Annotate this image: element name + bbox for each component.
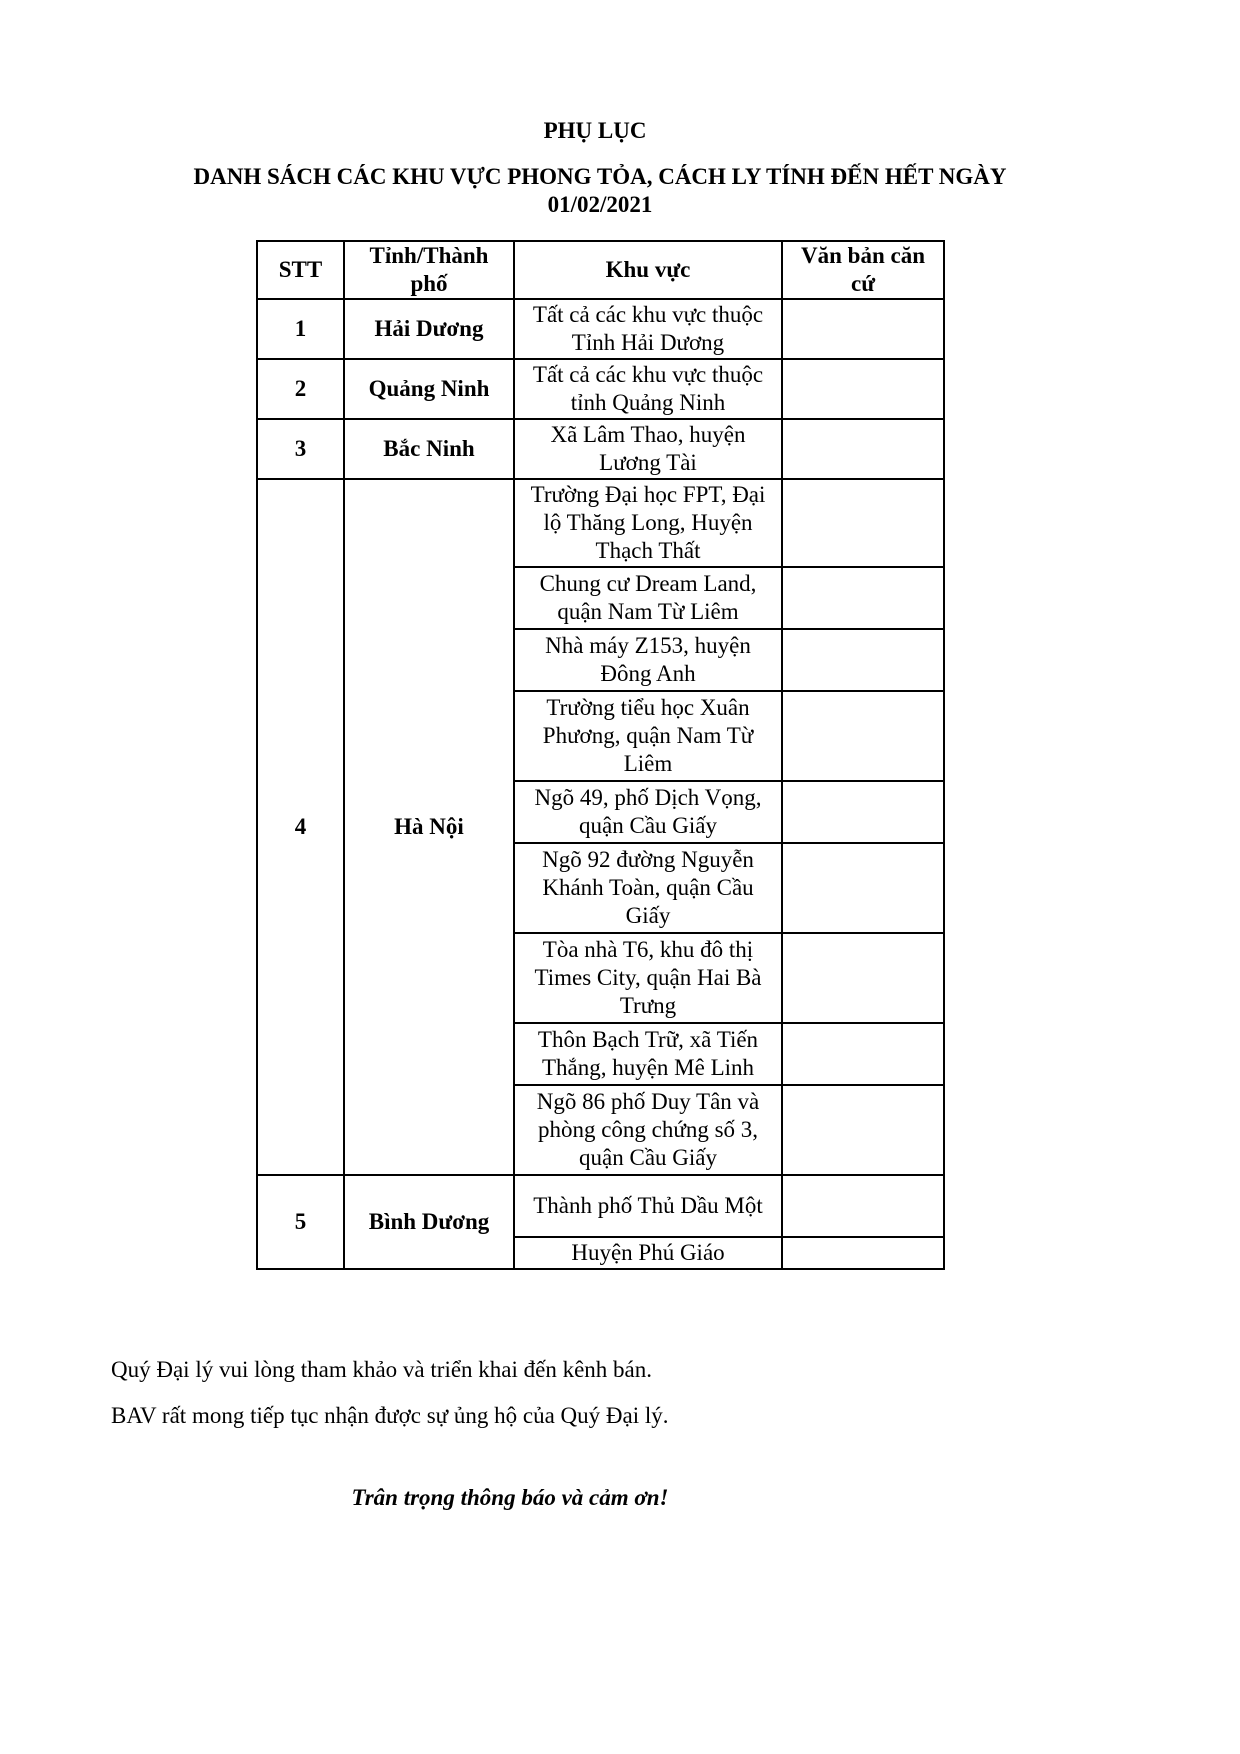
page-title: PHỤ LỤC bbox=[543, 118, 647, 143]
note-line-2: BAV rất mong tiếp tục nhận được sự ủng hộ của Quý Đại lý. bbox=[111, 1403, 669, 1428]
cell-area: Tất cả các khu vực thuộc Tỉnh Hải Dương bbox=[514, 299, 782, 359]
cell-area: Huyện Phú Giáo bbox=[514, 1237, 782, 1269]
cell-document bbox=[782, 299, 944, 359]
header-province: Tỉnh/Thành phố bbox=[344, 241, 514, 299]
page-subtitle: DANH SÁCH CÁC KHU VỰC PHONG TỎA, CÁCH LY TÍNH ĐẾN HẾT NGÀY 01/02/2021 bbox=[193, 164, 1007, 217]
table-body bbox=[257, 299, 944, 1269]
cell-document bbox=[782, 843, 944, 933]
cell-area: Ngõ 49, phố Dịch Vọng, quận Cầu Giấy bbox=[514, 781, 782, 843]
cell-area: Thôn Bạch Trữ, xã Tiến Thắng, huyện Mê Linh bbox=[514, 1023, 782, 1085]
cell-document bbox=[782, 1237, 944, 1269]
cell-stt: 3 bbox=[257, 419, 344, 479]
table-row bbox=[257, 299, 944, 359]
cell-document bbox=[782, 359, 944, 419]
cell-document bbox=[782, 1023, 944, 1085]
cell-document bbox=[782, 419, 944, 479]
header-stt: STT bbox=[257, 241, 344, 299]
cell-area: Ngõ 86 phố Duy Tân và phòng công chứng số 3, quận Cầu Giấy bbox=[514, 1085, 782, 1175]
table-row bbox=[257, 1175, 944, 1237]
cell-area: Tất cả các khu vực thuộc tỉnh Quảng Ninh bbox=[514, 359, 782, 419]
note-line-1: Quý Đại lý vui lòng tham khảo và triển khai đến kênh bán. bbox=[111, 1357, 653, 1382]
header-document: Văn bản căn cứ bbox=[782, 241, 944, 299]
cell-province: Hà Nội bbox=[344, 479, 514, 1175]
cell-document bbox=[782, 1175, 944, 1237]
lockdown-areas-table bbox=[256, 240, 945, 1270]
cell-document bbox=[782, 567, 944, 629]
cell-document bbox=[782, 781, 944, 843]
table-row bbox=[257, 359, 944, 419]
cell-area: Ngõ 92 đường Nguyễn Khánh Toàn, quận Cầu Giấy bbox=[514, 843, 782, 933]
cell-area: Thành phố Thủ Dầu Một bbox=[514, 1175, 782, 1237]
cell-province: Bắc Ninh bbox=[344, 419, 514, 479]
cell-area: Chung cư Dream Land, quận Nam Từ Liêm bbox=[514, 567, 782, 629]
cell-area: Trường tiểu học Xuân Phương, quận Nam Từ Liêm bbox=[514, 691, 782, 781]
closing-text: Trân trọng thông báo và cảm ơn! bbox=[351, 1485, 669, 1510]
cell-document bbox=[782, 691, 944, 781]
cell-document bbox=[782, 1085, 944, 1175]
table-row bbox=[257, 479, 944, 567]
cell-stt: 2 bbox=[257, 359, 344, 419]
cell-document bbox=[782, 629, 944, 691]
cell-province: Hải Dương bbox=[344, 299, 514, 359]
cell-area: Tòa nhà T6, khu đô thị Times City, quận Hai Bà Trưng bbox=[514, 933, 782, 1023]
header-area: Khu vực bbox=[514, 241, 782, 299]
cell-stt: 1 bbox=[257, 299, 344, 359]
cell-area: Nhà máy Z153, huyện Đông Anh bbox=[514, 629, 782, 691]
table-header-row bbox=[257, 241, 944, 299]
table-row bbox=[257, 419, 944, 479]
cell-document bbox=[782, 479, 944, 567]
cell-stt: 5 bbox=[257, 1175, 344, 1269]
cell-area: Xã Lâm Thao, huyện Lương Tài bbox=[514, 419, 782, 479]
cell-province: Bình Dương bbox=[344, 1175, 514, 1269]
cell-stt: 4 bbox=[257, 479, 344, 1175]
cell-province: Quảng Ninh bbox=[344, 359, 514, 419]
cell-document bbox=[782, 933, 944, 1023]
cell-area: Trường Đại học FPT, Đại lộ Thăng Long, Huyện Thạch Thất bbox=[514, 479, 782, 567]
